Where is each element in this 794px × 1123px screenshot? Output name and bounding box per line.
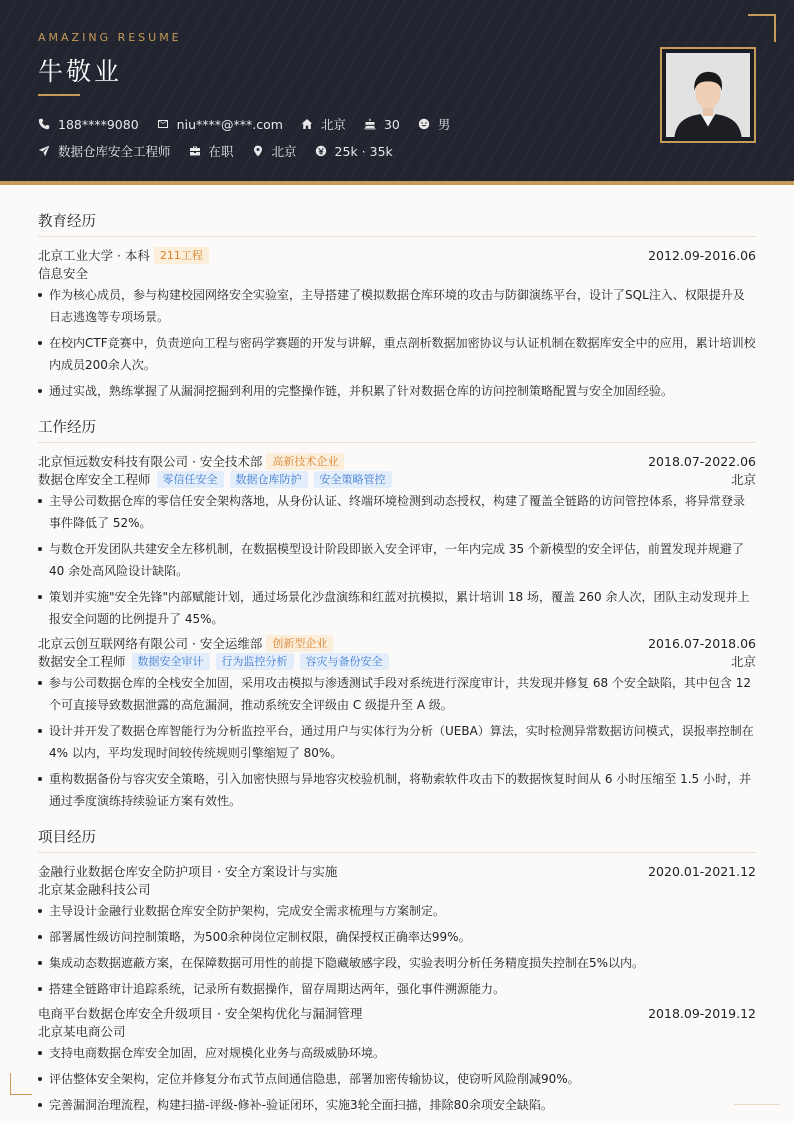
- list-item: 评估整体安全架构，定位并修复分布式节点间通信隐患，部署加密传输协议，使窃听风险削减90%。: [38, 1068, 756, 1090]
- skill-tag: 安全策略管控: [314, 471, 392, 488]
- list-item: 设计并开发了数据仓库智能行为分析监控平台，通过用户与实体行为分析（UEBA）算法，实时检测异常数据访问模式，误报率控制在 4% 以内，平均发现时间较传统规则引擎缩短了 80%。: [38, 720, 756, 764]
- resume-body: [38, 210, 756, 1123]
- corner-ornament: [748, 14, 776, 42]
- portrait-illustration: [666, 53, 750, 137]
- list-item: 在校内CTF竞赛中，负责逆向工程与密码学赛题的开发与讲解，重点剖析数据加密协议与认证机制在数据库安全中的应用，累计培训校内成员200余人次。: [38, 332, 756, 376]
- list-item: 搭建全链路审计追踪系统，记录所有数据操作，留存周期达两年，强化事件溯源能力。: [38, 978, 756, 1000]
- school-name: 北京工业大学 · 本科: [38, 248, 150, 263]
- education-entry-head: [38, 246, 756, 264]
- job-date: 2016.07-2018.06: [648, 635, 756, 651]
- footer-rule: [734, 1104, 780, 1105]
- home-city-item: [301, 115, 346, 133]
- role-row: [38, 470, 756, 488]
- skill-tag: 数据仓库防护: [230, 471, 308, 488]
- project-name: 电商平台数据仓库安全升级项目 · 安全架构优化与漏洞管理: [38, 1006, 363, 1021]
- profile-photo-frame: [660, 47, 756, 143]
- list-item: 完善漏洞治理流程，构建扫描-评级-修补-验证闭环，实施3轮全面扫描，排除80余项安全缺陷。: [38, 1094, 756, 1116]
- job-role: 数据安全工程师: [38, 654, 126, 669]
- project-org-row: [38, 1022, 756, 1040]
- job-role: 数据仓库安全工程师: [38, 472, 151, 487]
- job-entry-head: [38, 452, 756, 470]
- skill-tag: 容灾与备份安全: [300, 653, 389, 670]
- briefcase-icon: [189, 145, 201, 157]
- project-org: 北京某金融科技公司: [38, 882, 151, 897]
- phone-text: 188****9080: [58, 116, 139, 132]
- skill-tag: 行为监控分析: [216, 653, 294, 670]
- email-item: [157, 117, 283, 132]
- project-section: [38, 826, 756, 1116]
- age-item: [364, 117, 400, 132]
- phone-item: [38, 117, 139, 132]
- company-name: 北京恒远数安科技有限公司 · 安全技术部: [38, 454, 263, 469]
- role-row: [38, 652, 756, 670]
- list-item: 主导设计金融行业数据仓库安全防护架构，完成安全需求梳理与方案制定。: [38, 900, 756, 922]
- corner-ornament: [10, 1073, 32, 1095]
- email-text: niu****@***.com: [176, 116, 283, 132]
- education-bullets: [38, 284, 756, 402]
- list-item: 部署属性级访问控制策略，为500余种岗位定制权限，确保授权正确率达99%。: [38, 926, 756, 948]
- project-bullets: [38, 900, 756, 1000]
- section-title: 工作经历: [38, 416, 756, 443]
- target-city-item: [252, 142, 297, 160]
- candidate-name: 牛敬业: [38, 57, 123, 86]
- target-role-text: 数据仓库安全工程师: [58, 144, 171, 159]
- project-date: 2018.09-2019.12: [648, 1005, 756, 1021]
- list-item: 主导公司数据仓库的零信任安全架构落地，从身份认证、终端环境检测到动态授权，构建了覆盖全链路的访问管控体系，将异常登录事件降低了 52%。: [38, 490, 756, 534]
- resume-header: [0, 0, 794, 185]
- project-date: 2020.01-2021.12: [648, 863, 756, 879]
- list-item: 集成动态数据遮蔽方案，在保障数据可用性的前提下隐藏敏感字段，实验表明分析任务精度损失控制在5%以内。: [38, 952, 756, 974]
- home-icon: [301, 118, 313, 130]
- list-item: 与数仓开发团队共建安全左移机制，在数据模型设计阶段即嵌入安全评审，一年内完成 35 个新模型的安全评估，前置发现并规避了 40 余处高风险设计缺陷。: [38, 538, 756, 582]
- list-item: 作为核心成员，参与构建校园网络安全实验室，主导搭建了模拟数据仓库环境的攻击与防御演练平台，设计了SQL注入、权限提升及日志逃逸等专项场景。: [38, 284, 756, 328]
- list-item: 策划并实施"安全先锋"内部赋能计划，通过场景化沙盘演练和红蓝对抗模拟，累计培训 18 场，覆盖 260 余人次，团队主动发现并上报安全问题的比例提升了 45%。: [38, 586, 756, 630]
- job-city: 北京: [730, 472, 756, 487]
- gender-item: [418, 115, 451, 133]
- cake-icon: [364, 118, 376, 130]
- project-entry-head: [38, 862, 756, 880]
- send-icon: [38, 145, 50, 157]
- location-pin-icon: [252, 145, 264, 157]
- project-org: 北京某电商公司: [38, 1024, 126, 1039]
- education-section: [38, 210, 756, 402]
- gender-text: 男: [437, 117, 451, 132]
- skill-tag: 零信任安全: [157, 471, 224, 488]
- job-intent-row: [38, 142, 411, 160]
- job-entry-head: [38, 634, 756, 652]
- skill-tag: 数据安全审计: [132, 653, 210, 670]
- salary-text: 25k · 35k: [334, 143, 393, 159]
- project-bullets: [38, 1042, 756, 1116]
- money-icon: [315, 145, 327, 157]
- list-item: 通过实战，熟练掌握了从漏洞挖掘到利用的完整操作链，并积累了针对数据仓库的访问控制策略配置与安全加固经验。: [38, 380, 756, 402]
- project-name: 金融行业数据仓库安全防护项目 · 安全方案设计与实施: [38, 864, 338, 879]
- list-item: 支持电商数据仓库安全加固，应对规模化业务与高级威胁环境。: [38, 1042, 756, 1064]
- project-org-row: [38, 880, 756, 898]
- mail-icon: [157, 118, 169, 130]
- section-title: 教育经历: [38, 210, 756, 237]
- target-role-item: [38, 142, 171, 160]
- home-city-text: 北京: [320, 117, 346, 132]
- resume-eyebrow: AMAZING RESUME: [38, 31, 182, 44]
- project-entry-head: [38, 1004, 756, 1022]
- person-icon: [418, 118, 430, 130]
- job-date: 2018.07-2022.06: [648, 453, 756, 469]
- target-city-text: 北京: [271, 144, 297, 159]
- contact-row: [38, 115, 468, 133]
- company-tag: 高新技术企业: [266, 453, 344, 470]
- status-text: 在职: [208, 144, 234, 159]
- phone-icon: [38, 118, 50, 130]
- company-tag: 创新型企业: [266, 635, 333, 652]
- major: 信息安全: [38, 266, 89, 281]
- profile-photo: [666, 53, 750, 137]
- work-section: [38, 416, 756, 812]
- section-title: 项目经历: [38, 826, 756, 853]
- status-item: [189, 142, 234, 160]
- list-item: 重构数据备份与容灾安全策略，引入加密快照与异地容灾校验机制，将勒索软件攻击下的数据恢复时间从 6 小时压缩至 1.5 小时，并通过季度演练持续验证方案有效性。: [38, 768, 756, 812]
- education-date: 2012.09-2016.06: [648, 247, 756, 263]
- company-name: 北京云创互联网络有限公司 · 安全运维部: [38, 636, 263, 651]
- list-item: 参与公司数据仓库的全栈安全加固，采用攻击模拟与渗透测试手段对系统进行深度审计，共发现并修复 68 个安全缺陷，其中包含 12 个可直接导致数据泄露的高危漏洞，推动系统安全评级由 C 级提升至 A 级。: [38, 672, 756, 716]
- salary-item: [315, 144, 393, 159]
- school-tag: 211工程: [154, 247, 209, 264]
- major-row: [38, 264, 756, 282]
- job-city: 北京: [730, 654, 756, 669]
- job-bullets: [38, 672, 756, 812]
- age-text: 30: [383, 116, 400, 132]
- job-bullets: [38, 490, 756, 630]
- name-underline: [38, 94, 80, 96]
